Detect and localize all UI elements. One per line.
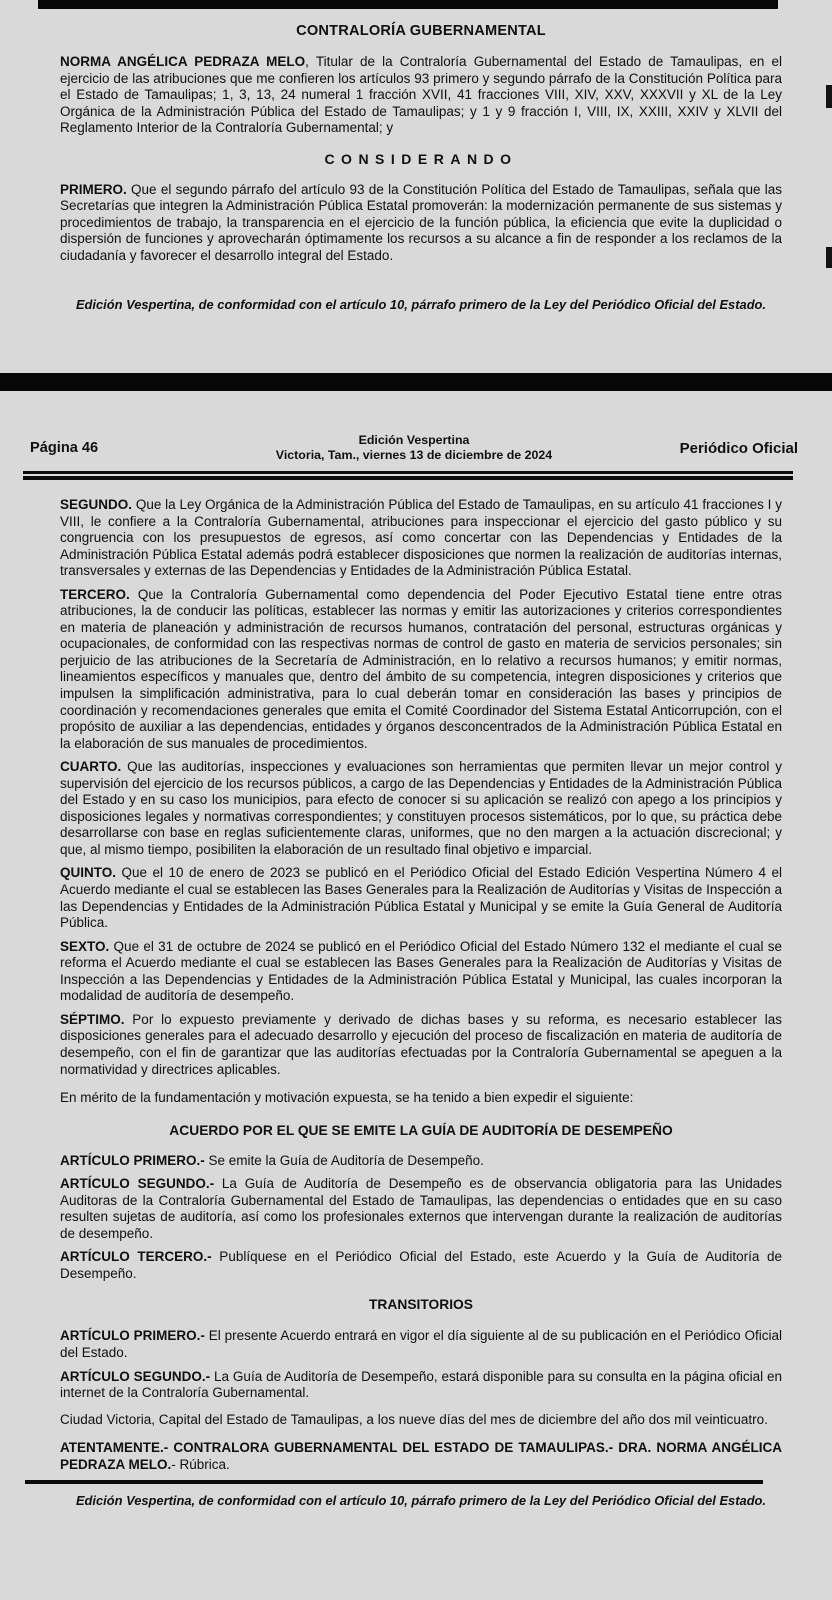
considerando-primero	[60, 182, 782, 265]
top-scan-bar	[38, 0, 778, 9]
paragraph-text: Que el 10 de enero de 2023 se publicó en el Periódico Oficial del Estado Edición Vespertina Número 4 el Acuerdo mediante el cual se establecen las Bases Generales para la Realización de Auditorías y Visitas de Inspección a las Dependencias y Entidades de la Administración Pública Estatal y Municipal y se emite la Guía General de Auditoría Pública.	[60, 865, 782, 931]
page-separator-bar	[0, 373, 832, 391]
edition-footnote-bottom: Edición Vespertina, de conformidad con el artículo 10, párrafo primero de la Ley del Periódico Oficial del Estado.	[75, 1493, 767, 1509]
paragraph-lead: QUINTO.	[60, 865, 117, 881]
paragraph-lead: ARTÍCULO TERCERO.-	[60, 1249, 212, 1265]
page-number: Página 46	[30, 440, 99, 456]
previous-page-fragment	[60, 10, 782, 312]
articulo-segundo	[60, 1176, 782, 1242]
intro-paragraph	[60, 54, 782, 137]
acuerdo-title: ACUERDO POR EL QUE SE EMITE LA GUÍA DE AUDITORÍA DE DESEMPEÑO	[169, 1122, 673, 1138]
header-rule	[23, 471, 793, 480]
transitorios-heading: TRANSITORIOS	[369, 1297, 473, 1313]
paragraph-lead: PRIMERO.	[60, 181, 127, 197]
scan-artifact-mark	[826, 85, 832, 108]
scan-artifact-mark	[826, 247, 832, 268]
paragraph-lead: ARTÍCULO SEGUNDO.-	[60, 1368, 211, 1384]
paragraph-text: Que el segundo párrafo del artículo 93 de la Constitución Política del Estado de Tamaulipas, señala que las Secretarías que integren la Administración Pública Estatal promoverán: la modernización permanente de sus sistemas y procedimientos de trabajo, la transparencia en el ejercicio de la función pública, la eficiencia que evite la duplicidad o dispersión de funciones y aprovecharán óptimamente los recursos a su alcance a fin de responder a los reclamos de la ciudadanía y favorecer el desarrollo integral del Estado.	[60, 181, 782, 263]
edition-line: Edición Vespertina	[358, 433, 470, 448]
considerando-sexto	[60, 939, 782, 1005]
paragraph-text: Que la Contraloría Gubernamental como dependencia del Poder Ejecutivo Estatal tiene entre otras atribuciones, la de conducir las políticas, establecer las normas y emitir las autorizaciones y criterios correspondientes en materia de planeación y administración de recursos humanos, contratación del personal, estructuras orgánicas y ocupacionales, de conformidad con las respectivas normas de control de gasto en materia de servicios personales; sin perjuicio de las atribuciones de la Secretaría de Administración, en lo relativo a recursos humanos; y emitir normas, lineamientos específicos y manuales que, dentro del ámbito de su competencia, integren disposiciones y criterios que impulsen la simplificación administrativa, para lo cual deberán tomar en consideración las bases y principios de coordinación y recomendaciones generales que emita el Comité Coordinador del Sistema Estatal Anticorrupción, con el propósito de auxiliar a las dependencias, entidades y órganos desconcentrados de la Administración Pública Estatal en la elaboración de sus manuales de procedimientos.	[60, 586, 782, 751]
running-header	[30, 432, 798, 464]
paragraph-text: El presente Acuerdo entrará en vigor el día siguiente al de su publicación en el Periódico Oficial del Estado.	[60, 1328, 782, 1360]
paragraph-lead: ARTÍCULO PRIMERO.-	[60, 1328, 205, 1344]
paragraph-text: Que las auditorías, inspecciones y evaluaciones son herramientas que permiten llevar un mejor control y supervisión del ejercicio de los recursos públicos, a cargo de las Dependencias y Entidades de la Administración Pública del Estado y en su caso los municipios, para efecto de conocer si su aplicación se realizó con apego a los principios y disposiciones legales y normativas correspondientes; y constituyen procesos sistemáticos, por lo que, su práctica debe desarrollarse con base en reglas suficientemente claras, uniformes, que no den margen a la actuación discrecional; y que, al mismo tiempo, posibiliten la elaboración de un resultado final objetivo e imparcial.	[60, 759, 782, 857]
document-title: CONTRALORÍA GUBERNAMENTAL	[296, 23, 546, 39]
place-date-line: Ciudad Victoria, Capital del Estado de Tamaulipas, a los nueve días del mes de diciembre del año dos mil veinticuatro.	[60, 1411, 768, 1427]
considerando-septimo	[60, 1012, 782, 1078]
intro-text: , Titular de la Contraloría Gubernamental del Estado de Tamaulipas, en el ejercicio de las atribuciones que me confieren los artículos 93 primero y segundo párrafo de la Constitución Política para el Estado de Tamaulipas; 1, 3, 13, 24 numeral 1 fracción XVII, 41 fracciones VIII, XIV, XXV, XXXVII y XL de la Ley Orgánica de la Administración Pública del Estado de Tamaulipas; y 1 y 9 fracción I, VIII, IX, XXIII, XXIV y XLVII del Reglamento Interior de la Contraloría Gubernamental; y	[60, 54, 782, 136]
paragraph-text: Por lo expuesto previamente y derivado de dichas bases y su reforma, es necesario establecer las disposiciones generales para el adecuado desarrollo y ejecución del proceso de fiscalización en materia de auditoría de desempeño, con el fin de garantizar que las auditorías efectuadas por la Contraloría Gubernamental se apeguen a la normatividad y directrices aplicables.	[60, 1011, 782, 1077]
paragraph-text: Que la Ley Orgánica de la Administración Pública del Estado de Tamaulipas, en su artículo 41 fracciones I y VIII, le confiere a la Contraloría Gubernamental, atribuciones para inspeccionar el ejercicio del gasto público y su congruencia con los presupuestos de egresos, así como concertar con las Dependencias y Entidades de la Administración Pública Estatal además podrá establecer disposiciones que normen la realización de auditorías internas, transversales y externas de las Dependencias y Entidades de la Administración Pública Estatal.	[60, 497, 782, 579]
considerando-quinto	[60, 865, 782, 931]
transitorio-segundo	[60, 1369, 782, 1402]
paragraph-lead: ARTÍCULO SEGUNDO.-	[60, 1176, 215, 1192]
articulo-primero	[60, 1153, 782, 1170]
edition-date-line: Victoria, Tam., viernes 13 de diciembre de 2024	[275, 448, 553, 462]
paragraph-text: La Guía de Auditoría de Desempeño, estará disponible para su consulta en la página oficial en internet de la Contraloría Gubernamental.	[60, 1368, 782, 1401]
signature-line	[60, 1440, 782, 1473]
merito-line: En mérito de la fundamentación y motivación expuesta, se ha tenido a bien expedir el siguiente:	[60, 1090, 634, 1106]
paragraph-text: Publíquese en el Periódico Oficial del Estado, este Acuerdo y la Guía de Auditoría de Desempeño.	[60, 1249, 782, 1281]
paragraph-text: Que el 31 de octubre de 2024 se publicó en el Periódico Oficial del Estado Número 132 el mediante el cual se reforma el Acuerdo mediante el cual se establecen las Bases Generales para la Realización de Auditorías y Visitas de Inspección a las Dependencias y Entidades de la Administración Pública Estatal y Municipal, las cuales incorporan la modalidad de auditoría de desempeño.	[60, 938, 782, 1004]
considerando-tercero	[60, 587, 782, 752]
considerando-segundo	[60, 497, 782, 580]
masthead-title: Periódico Oficial	[679, 439, 798, 457]
paragraph-text: La Guía de Auditoría de Desempeño es de observancia obligatoria para las Unidades Auditoras de la Contraloría Gubernamental del Estado de Tamaulipas, las dependencias o entidades que en su caso resulten sujetas de auditoría, así como los profesionales externos que intervengan durante la realización de auditorías de desempeño.	[60, 1176, 782, 1241]
paragraph-lead: ARTÍCULO PRIMERO.-	[60, 1152, 205, 1168]
paragraph-text: Se emite la Guía de Auditoría de Desempeño.	[204, 1152, 484, 1168]
transitorio-primero	[60, 1328, 782, 1361]
considerando-heading: CONSIDERANDO	[324, 150, 518, 167]
edition-block	[276, 433, 552, 463]
paragraph-lead: SEGUNDO.	[60, 497, 133, 512]
main-page-body	[60, 497, 782, 1508]
paragraph-lead: SEXTO.	[60, 938, 110, 954]
articulo-tercero	[60, 1249, 782, 1282]
paragraph-lead: SÉPTIMO.	[60, 1011, 125, 1027]
edition-footnote: Edición Vespertina, de conformidad con el artículo 10, párrafo primero de la Ley del Periódico Oficial del Estado.	[75, 297, 767, 313]
signature-bold: ATENTAMENTE.- CONTRALORA GUBERNAMENTAL DEL ESTADO DE TAMAULIPAS.- DRA. NORMA ANGÉLICA PEDRAZA MELO.	[60, 1440, 782, 1472]
paragraph-lead: CUARTO.	[60, 759, 122, 775]
signature-rule	[25, 1480, 763, 1484]
considerando-cuarto	[60, 759, 782, 858]
signatory-name: NORMA ANGÉLICA PEDRAZA MELO	[60, 54, 306, 69]
signature-rubrica: - Rúbrica.	[171, 1456, 230, 1472]
paragraph-lead: TERCERO.	[60, 586, 130, 602]
